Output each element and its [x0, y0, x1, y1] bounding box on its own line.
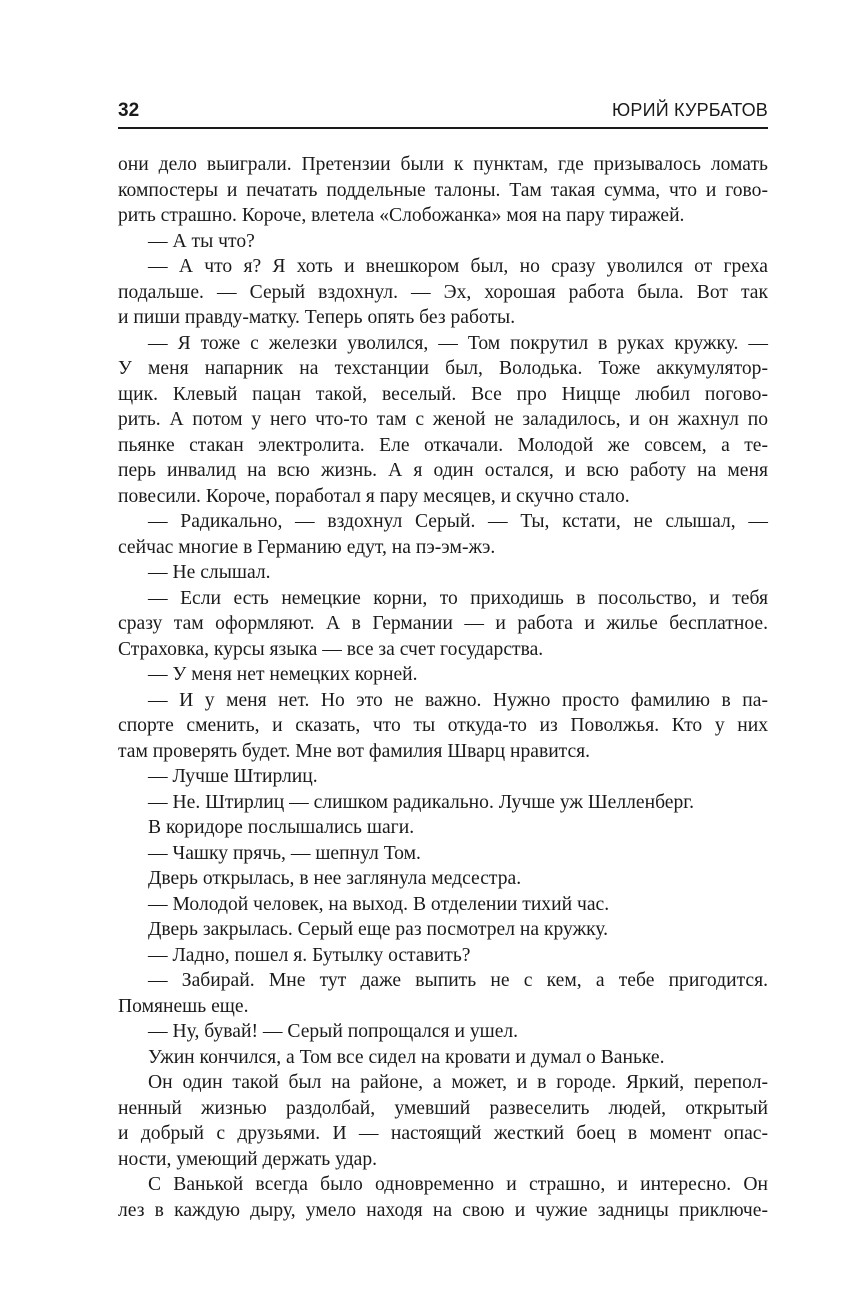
text-line: лез в каждую дыру, умело находя на свою и чужие задницы приключе- — [118, 1199, 768, 1221]
text-line: Он один такой был на районе, а может, и в городе. Яркий, перепол- — [148, 1072, 768, 1093]
text-line: В коридоре послышались шаги. — [148, 817, 415, 838]
text-line: — Ну, бувай! — Серый попрощался и ушел. — [148, 1021, 519, 1042]
text-line: сразу там оформляют. А в Германии — и работа и жилье бесплатное. — [118, 613, 768, 634]
text-line: щик. Клевый пацан такой, веселый. Все про Ницще любил погово- — [118, 383, 768, 405]
text-line: — Ладно, пошел я. Бутылку оставить? — [148, 944, 471, 966]
text-line: и добрый с друзьями. И — настоящий жесткий боец в момент опас- — [118, 1123, 768, 1144]
text-line: — Не. Штирлиц — слишком радикально. Лучше уж Шелленберг. — [148, 791, 694, 813]
text-line: — Радикально, — вздохнул Серый. — Ты, кстати, не слышал, — — [148, 511, 768, 532]
page-number: 32 — [118, 100, 140, 121]
text-line: компостеры и печатать поддельные талоны. Там такая сумма, что и гово- — [118, 179, 768, 201]
header-rule — [118, 127, 768, 129]
text-line: рить. А потом у него что-то там с женой не заладилось, и он жахнул по — [118, 409, 768, 430]
page-header — [118, 96, 768, 126]
text-line: повесили. Короче, поработал я пару месяцев, и скучно стало. — [118, 485, 630, 507]
text-line: — Не слышал. — [148, 562, 271, 583]
running-head-author: ЮРИЙ КУРБАТОВ — [611, 100, 768, 120]
text-line: ности, умеющий держать удар. — [118, 1148, 378, 1170]
text-line: — Забирай. Мне тут даже выпить не с кем, а тебе пригодится. — [148, 970, 768, 991]
text-line: рить страшно. Короче, влетела «Слобожанка» моя на пару тиражей. — [118, 205, 685, 226]
text-line: спорте сменить, и сказать, что ты откуда-то из Поволжья. Кто у них — [118, 715, 768, 736]
body-text — [118, 152, 768, 1223]
text-line: там проверять будет. Мне вот фамилия Шварц нравится. — [118, 740, 591, 762]
text-line: Дверь закрылась. Серый еще раз посмотрел на кружку. — [148, 919, 609, 940]
text-line: Помянешь еще. — [118, 995, 249, 1017]
text-line: — И у меня нет. Но это не важно. Нужно просто фамилию в па- — [148, 689, 768, 711]
text-line: пьянке стакан электролита. Еле откачали. Молодой же совсем, а те- — [118, 434, 768, 456]
text-line: подальше. — Серый вздохнул. — Эх, хорошая работа была. Вот так — [118, 281, 768, 303]
text-line: — Молодой человек, на выход. В отделении тихий час. — [148, 893, 610, 915]
text-line: — Я тоже с железки уволился, — Том покрутил в руках кружку. — — [148, 332, 768, 354]
text-line: — У меня нет немецких корней. — [148, 664, 418, 685]
text-line: У меня напарник на техстанции был, Володька. Тоже аккумулятор- — [118, 358, 768, 379]
text-line: и пиши правду-матку. Теперь опять без работы. — [118, 307, 516, 328]
text-line: — Чашку прячь, — шепнул Том. — [148, 842, 421, 864]
text-line: — А ты что? — [148, 230, 255, 252]
text-line: Ужин кончился, а Том все сидел на кровати и думал о Ваньке. — [148, 1046, 665, 1068]
text-line: они дело выиграли. Претензии были к пунктам, где призывалось ломать — [118, 154, 768, 175]
text-line: перь инвалид на всю жизнь. А я один остался, и всю работу на меня — [118, 460, 768, 481]
text-line: Дверь открылась, в нее заглянула медсестра. — [148, 868, 522, 889]
text-line: Страховка, курсы языка — все за счет государства. — [118, 638, 544, 660]
text-line: С Ванькой всегда было одновременно и страшно, и интересно. Он — [148, 1174, 768, 1195]
text-line: — Если есть немецкие корни, то приходишь в посольство, и тебя — [148, 587, 768, 609]
text-line: ненный жизнью раздолбай, умевший развеселить людей, открытый — [118, 1097, 768, 1119]
text-line: — А что я? Я хоть и внешкором был, но сразу уволился от греха — [148, 256, 768, 277]
text-line: — Лучше Штирлиц. — [148, 766, 318, 787]
text-line: сейчас многие в Германию едут, на пэ-эм-жэ. — [118, 536, 496, 558]
